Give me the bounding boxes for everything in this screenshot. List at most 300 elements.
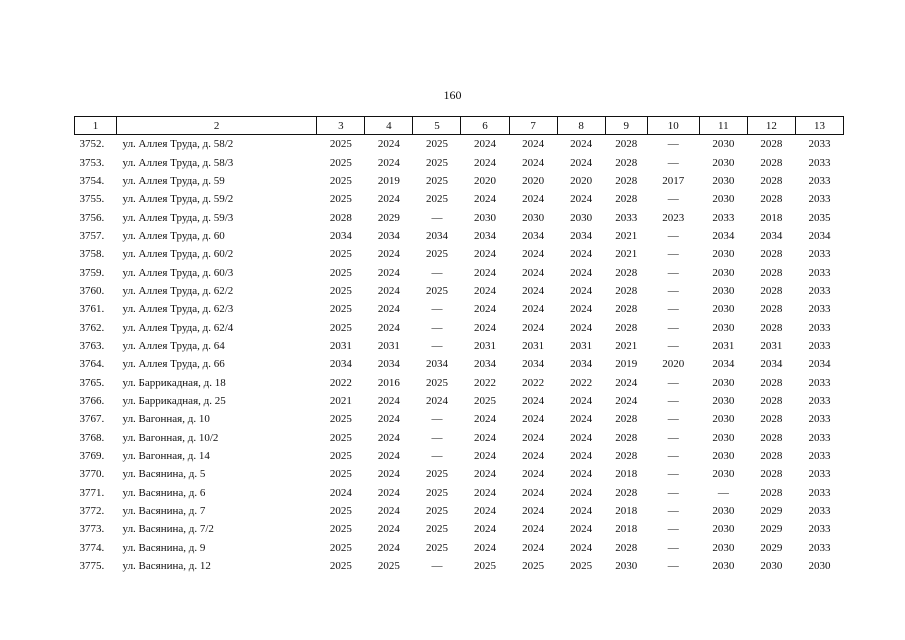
year-cell: 2028: [615, 413, 638, 426]
year-cell: —: [667, 138, 679, 151]
year-cell: 2029: [760, 541, 783, 554]
year-cell: 2025: [425, 138, 448, 151]
year-cell: 2025: [329, 193, 352, 206]
table-row: [75, 300, 844, 318]
year-cell: 2024: [377, 431, 400, 444]
year-cell: 2034: [377, 229, 400, 242]
row-number: 3767.: [79, 413, 105, 426]
year-cell: 2031: [329, 339, 352, 352]
year-cell: 2034: [377, 358, 400, 371]
address-cell: ул. Аллея Труда, д. 59: [122, 174, 225, 187]
table-row: [75, 392, 844, 410]
row-number: 3759.: [79, 266, 105, 279]
year-cell: 2028: [615, 284, 638, 297]
table-row: [75, 502, 844, 520]
year-cell: 2034: [712, 229, 735, 242]
year-cell: 2025: [329, 450, 352, 463]
year-cell: 2030: [712, 394, 735, 407]
year-cell: 2030: [760, 560, 783, 573]
row-number: 3756.: [79, 211, 105, 224]
year-cell: 2033: [808, 468, 831, 481]
year-cell: 2023: [662, 211, 685, 224]
year-cell: 2022: [474, 376, 497, 389]
year-cell: 2025: [329, 303, 352, 316]
year-cell: 2030: [712, 560, 735, 573]
year-cell: 2025: [425, 284, 448, 297]
year-cell: —: [667, 450, 679, 463]
year-cell: 2025: [425, 541, 448, 554]
year-cell: 2024: [570, 505, 593, 518]
year-cell: 2024: [522, 431, 545, 444]
row-number: 3752.: [79, 138, 105, 151]
year-cell: 2024: [474, 156, 497, 169]
year-cell: —: [667, 468, 679, 481]
year-cell: 2024: [570, 321, 593, 334]
column-header-2: 2: [117, 117, 317, 135]
year-cell: —: [667, 376, 679, 389]
year-cell: 2025: [329, 541, 352, 554]
year-cell: 2030: [712, 541, 735, 554]
year-cell: 2031: [474, 339, 497, 352]
year-cell: 2024: [474, 266, 497, 279]
address-cell: ул. Баррикадная, д. 25: [122, 394, 226, 407]
year-cell: 2021: [615, 248, 638, 261]
year-cell: 2028: [760, 321, 783, 334]
year-cell: 2018: [615, 505, 638, 518]
year-cell: 2029: [760, 523, 783, 536]
year-cell: 2016: [377, 376, 400, 389]
year-cell: 2034: [425, 229, 448, 242]
year-cell: 2025: [474, 394, 497, 407]
year-cell: 2018: [615, 523, 638, 536]
address-cell: ул. Вагонная, д. 10: [122, 413, 210, 426]
column-header-13: 13: [795, 117, 843, 135]
row-number: 3762.: [79, 321, 105, 334]
year-cell: —: [431, 431, 443, 444]
table-row: [75, 190, 844, 208]
year-cell: —: [667, 431, 679, 444]
address-cell: ул. Аллея Труда, д. 60: [122, 229, 225, 242]
row-number: 3753.: [79, 156, 105, 169]
year-cell: 2035: [808, 211, 831, 224]
year-cell: —: [667, 486, 679, 499]
address-cell: ул. Аллея Труда, д. 59/2: [122, 193, 234, 206]
row-number: 3755.: [79, 193, 105, 206]
year-cell: 2034: [808, 358, 831, 371]
year-cell: 2024: [474, 450, 497, 463]
year-cell: 2028: [615, 174, 638, 187]
year-cell: 2024: [474, 193, 497, 206]
column-header-10: 10: [647, 117, 699, 135]
year-cell: 2030: [712, 523, 735, 536]
year-cell: 2024: [570, 486, 593, 499]
year-cell: 2031: [712, 339, 735, 352]
year-cell: 2024: [570, 413, 593, 426]
year-cell: 2025: [425, 505, 448, 518]
year-cell: 2024: [377, 523, 400, 536]
year-cell: 2024: [377, 450, 400, 463]
address-cell: ул. Аллея Труда, д. 60/3: [122, 266, 234, 279]
year-cell: 2033: [808, 303, 831, 316]
row-number: 3772.: [79, 505, 105, 518]
address-cell: ул. Аллея Труда, д. 64: [122, 339, 225, 352]
year-cell: 2024: [474, 541, 497, 554]
year-cell: 2033: [808, 523, 831, 536]
year-cell: 2034: [760, 229, 783, 242]
address-cell: ул. Аллея Труда, д. 60/2: [122, 248, 234, 261]
year-cell: —: [667, 229, 679, 242]
year-cell: 2033: [808, 156, 831, 169]
row-number: 3760.: [79, 284, 105, 297]
year-cell: 2034: [329, 229, 352, 242]
year-cell: 2024: [522, 303, 545, 316]
year-cell: 2025: [329, 156, 352, 169]
row-number: 3766.: [79, 394, 105, 407]
table-row: [75, 153, 844, 171]
year-cell: 2028: [615, 266, 638, 279]
year-cell: 2033: [808, 376, 831, 389]
year-cell: —: [667, 413, 679, 426]
year-cell: 2024: [570, 193, 593, 206]
table-row: [75, 263, 844, 281]
table-body: [75, 135, 844, 576]
year-cell: 2034: [712, 358, 735, 371]
year-cell: 2028: [760, 486, 783, 499]
address-cell: ул. Баррикадная, д. 18: [122, 376, 226, 389]
row-number: 3774.: [79, 541, 105, 554]
year-cell: 2028: [760, 431, 783, 444]
year-cell: 2030: [712, 156, 735, 169]
year-cell: 2028: [760, 394, 783, 407]
year-cell: 2028: [760, 248, 783, 261]
year-cell: 2024: [522, 541, 545, 554]
year-cell: 2030: [712, 303, 735, 316]
year-cell: 2030: [712, 413, 735, 426]
address-cell: ул. Аллея Труда, д. 66: [122, 358, 225, 371]
row-number: 3763.: [79, 339, 105, 352]
year-cell: 2028: [760, 468, 783, 481]
year-cell: 2024: [522, 248, 545, 261]
year-cell: 2028: [760, 450, 783, 463]
address-cell: ул. Васянина, д. 9: [122, 541, 206, 554]
address-cell: ул. Аллея Труда, д. 59/3: [122, 211, 234, 224]
year-cell: 2024: [522, 193, 545, 206]
year-cell: —: [431, 303, 443, 316]
year-cell: —: [667, 156, 679, 169]
year-cell: 2030: [712, 248, 735, 261]
year-cell: 2030: [570, 211, 593, 224]
year-cell: 2028: [760, 193, 783, 206]
column-header-4: 4: [365, 117, 413, 135]
year-cell: 2020: [474, 174, 497, 187]
year-cell: 2030: [522, 211, 545, 224]
year-cell: —: [667, 505, 679, 518]
page-number: 160: [443, 88, 462, 102]
year-cell: 2028: [760, 284, 783, 297]
year-cell: 2024: [329, 486, 352, 499]
year-cell: —: [431, 560, 443, 573]
address-cell: ул. Аллея Труда, д. 62/3: [122, 303, 234, 316]
year-cell: 2025: [425, 174, 448, 187]
year-cell: 2022: [570, 376, 593, 389]
data-table: [74, 116, 844, 575]
year-cell: 2028: [760, 174, 783, 187]
year-cell: 2021: [615, 229, 638, 242]
year-cell: 2024: [570, 248, 593, 261]
year-cell: 2033: [808, 413, 831, 426]
year-cell: 2030: [712, 468, 735, 481]
year-cell: 2030: [712, 431, 735, 444]
year-cell: 2028: [615, 541, 638, 554]
year-cell: —: [431, 211, 443, 224]
year-cell: 2030: [808, 560, 831, 573]
year-cell: 2022: [329, 376, 352, 389]
year-cell: 2034: [522, 358, 545, 371]
year-cell: 2024: [570, 523, 593, 536]
year-cell: 2024: [474, 431, 497, 444]
year-cell: 2024: [474, 138, 497, 151]
year-cell: 2028: [615, 431, 638, 444]
year-cell: 2033: [808, 193, 831, 206]
row-number: 3770.: [79, 468, 105, 481]
year-cell: 2025: [329, 505, 352, 518]
year-cell: 2024: [474, 303, 497, 316]
year-cell: —: [667, 523, 679, 536]
year-cell: 2030: [474, 211, 497, 224]
year-cell: 2024: [522, 523, 545, 536]
year-cell: —: [667, 321, 679, 334]
year-cell: 2028: [329, 211, 352, 224]
address-cell: ул. Васянина, д. 7/2: [122, 523, 214, 536]
row-number: 3764.: [79, 358, 105, 371]
year-cell: —: [667, 339, 679, 352]
year-cell: 2020: [662, 358, 685, 371]
table-header-row: [75, 117, 844, 135]
table-row: [75, 410, 844, 428]
year-cell: —: [667, 541, 679, 554]
year-cell: 2024: [522, 486, 545, 499]
year-cell: 2034: [760, 358, 783, 371]
year-cell: 2024: [522, 156, 545, 169]
year-cell: 2024: [522, 413, 545, 426]
year-cell: —: [717, 486, 729, 499]
year-cell: 2029: [760, 505, 783, 518]
table-row: [75, 484, 844, 502]
year-cell: 2024: [615, 376, 638, 389]
year-cell: 2033: [808, 266, 831, 279]
year-cell: 2025: [425, 156, 448, 169]
table-row: [75, 172, 844, 190]
column-header-8: 8: [557, 117, 605, 135]
year-cell: 2030: [615, 560, 638, 573]
year-cell: 2025: [425, 523, 448, 536]
year-cell: 2025: [329, 560, 352, 573]
year-cell: 2024: [377, 303, 400, 316]
year-cell: 2034: [570, 358, 593, 371]
year-cell: 2024: [522, 138, 545, 151]
year-cell: 2020: [570, 174, 593, 187]
year-cell: 2030: [712, 193, 735, 206]
year-cell: 2025: [329, 138, 352, 151]
year-cell: 2020: [522, 174, 545, 187]
year-cell: 2025: [522, 560, 545, 573]
row-number: 3769.: [79, 450, 105, 463]
table-row: [75, 373, 844, 391]
year-cell: 2024: [615, 394, 638, 407]
column-header-11: 11: [699, 117, 747, 135]
year-cell: 2024: [474, 284, 497, 297]
year-cell: 2025: [329, 468, 352, 481]
year-cell: 2024: [570, 394, 593, 407]
year-cell: 2024: [522, 394, 545, 407]
year-cell: 2024: [522, 450, 545, 463]
address-cell: ул. Аллея Труда, д. 62/4: [122, 321, 234, 334]
table-row: [75, 447, 844, 465]
year-cell: 2025: [329, 431, 352, 444]
year-cell: 2024: [570, 156, 593, 169]
year-cell: 2034: [808, 229, 831, 242]
row-number: 3757.: [79, 229, 105, 242]
year-cell: 2021: [615, 339, 638, 352]
year-cell: 2033: [808, 450, 831, 463]
table-row: [75, 282, 844, 300]
table-row: [75, 337, 844, 355]
year-cell: —: [431, 450, 443, 463]
column-header-3: 3: [317, 117, 365, 135]
year-cell: 2034: [329, 358, 352, 371]
year-cell: 2024: [425, 394, 448, 407]
year-cell: 2033: [808, 321, 831, 334]
table-row: [75, 520, 844, 538]
year-cell: 2024: [377, 284, 400, 297]
column-header-7: 7: [509, 117, 557, 135]
year-cell: 2024: [474, 505, 497, 518]
row-number: 3765.: [79, 376, 105, 389]
year-cell: 2033: [808, 174, 831, 187]
year-cell: —: [431, 413, 443, 426]
year-cell: —: [667, 266, 679, 279]
year-cell: 2024: [377, 156, 400, 169]
year-cell: 2024: [570, 303, 593, 316]
year-cell: —: [667, 560, 679, 573]
address-cell: ул. Васянина, д. 5: [122, 468, 206, 481]
year-cell: 2030: [712, 450, 735, 463]
year-cell: 2028: [760, 138, 783, 151]
table-row: [75, 227, 844, 245]
column-header-9: 9: [605, 117, 647, 135]
year-cell: 2024: [377, 193, 400, 206]
year-cell: 2024: [377, 541, 400, 554]
year-cell: 2028: [760, 156, 783, 169]
table-row: [75, 208, 844, 226]
year-cell: 2028: [615, 486, 638, 499]
year-cell: 2033: [808, 138, 831, 151]
table-row: [75, 465, 844, 483]
year-cell: 2034: [474, 229, 497, 242]
year-cell: 2025: [329, 248, 352, 261]
year-cell: 2028: [615, 193, 638, 206]
year-cell: 2024: [474, 468, 497, 481]
address-cell: ул. Васянина, д. 7: [122, 505, 206, 518]
year-cell: 2025: [474, 560, 497, 573]
row-number: 3775.: [79, 560, 105, 573]
year-cell: 2030: [712, 138, 735, 151]
year-cell: 2033: [808, 339, 831, 352]
year-cell: 2024: [522, 505, 545, 518]
year-cell: 2024: [522, 284, 545, 297]
year-cell: 2024: [522, 468, 545, 481]
address-cell: ул. Васянина, д. 6: [122, 486, 206, 499]
year-cell: 2025: [329, 266, 352, 279]
year-cell: 2033: [808, 505, 831, 518]
year-cell: 2024: [570, 266, 593, 279]
address-cell: ул. Аллея Труда, д. 62/2: [122, 284, 234, 297]
year-cell: 2024: [377, 486, 400, 499]
year-cell: 2028: [615, 303, 638, 316]
year-cell: —: [431, 321, 443, 334]
year-cell: 2029: [377, 211, 400, 224]
year-cell: 2030: [712, 284, 735, 297]
year-cell: 2019: [377, 174, 400, 187]
year-cell: 2033: [808, 541, 831, 554]
row-number: 3771.: [79, 486, 105, 499]
year-cell: 2034: [570, 229, 593, 242]
year-cell: 2025: [329, 284, 352, 297]
year-cell: 2031: [377, 339, 400, 352]
year-cell: 2024: [570, 468, 593, 481]
year-cell: 2025: [425, 376, 448, 389]
year-cell: 2030: [712, 376, 735, 389]
year-cell: —: [667, 394, 679, 407]
year-cell: 2024: [570, 138, 593, 151]
year-cell: 2024: [377, 468, 400, 481]
year-cell: 2025: [425, 193, 448, 206]
year-cell: 2033: [615, 211, 638, 224]
year-cell: 2025: [329, 413, 352, 426]
year-cell: 2018: [615, 468, 638, 481]
year-cell: 2024: [570, 541, 593, 554]
year-cell: 2030: [712, 321, 735, 334]
column-header-6: 6: [461, 117, 509, 135]
year-cell: 2030: [712, 174, 735, 187]
year-cell: 2024: [377, 321, 400, 334]
row-number: 3758.: [79, 248, 105, 261]
year-cell: 2025: [425, 248, 448, 261]
year-cell: 2024: [377, 138, 400, 151]
year-cell: 2028: [760, 303, 783, 316]
table-row: [75, 539, 844, 557]
year-cell: 2024: [522, 321, 545, 334]
year-cell: 2028: [615, 156, 638, 169]
year-cell: 2024: [474, 413, 497, 426]
year-cell: 2024: [377, 248, 400, 261]
year-cell: 2033: [712, 211, 735, 224]
year-cell: —: [667, 248, 679, 261]
row-number: 3773.: [79, 523, 105, 536]
address-cell: ул. Аллея Труда, д. 58/3: [122, 156, 234, 169]
year-cell: 2033: [808, 394, 831, 407]
row-number: 3761.: [79, 303, 105, 316]
year-cell: —: [667, 193, 679, 206]
year-cell: —: [431, 339, 443, 352]
address-cell: ул. Васянина, д. 12: [122, 560, 211, 573]
year-cell: 2028: [615, 138, 638, 151]
table-row: [75, 429, 844, 447]
column-header-12: 12: [747, 117, 795, 135]
year-cell: 2017: [662, 174, 685, 187]
year-cell: 2024: [570, 450, 593, 463]
year-cell: 2025: [425, 468, 448, 481]
